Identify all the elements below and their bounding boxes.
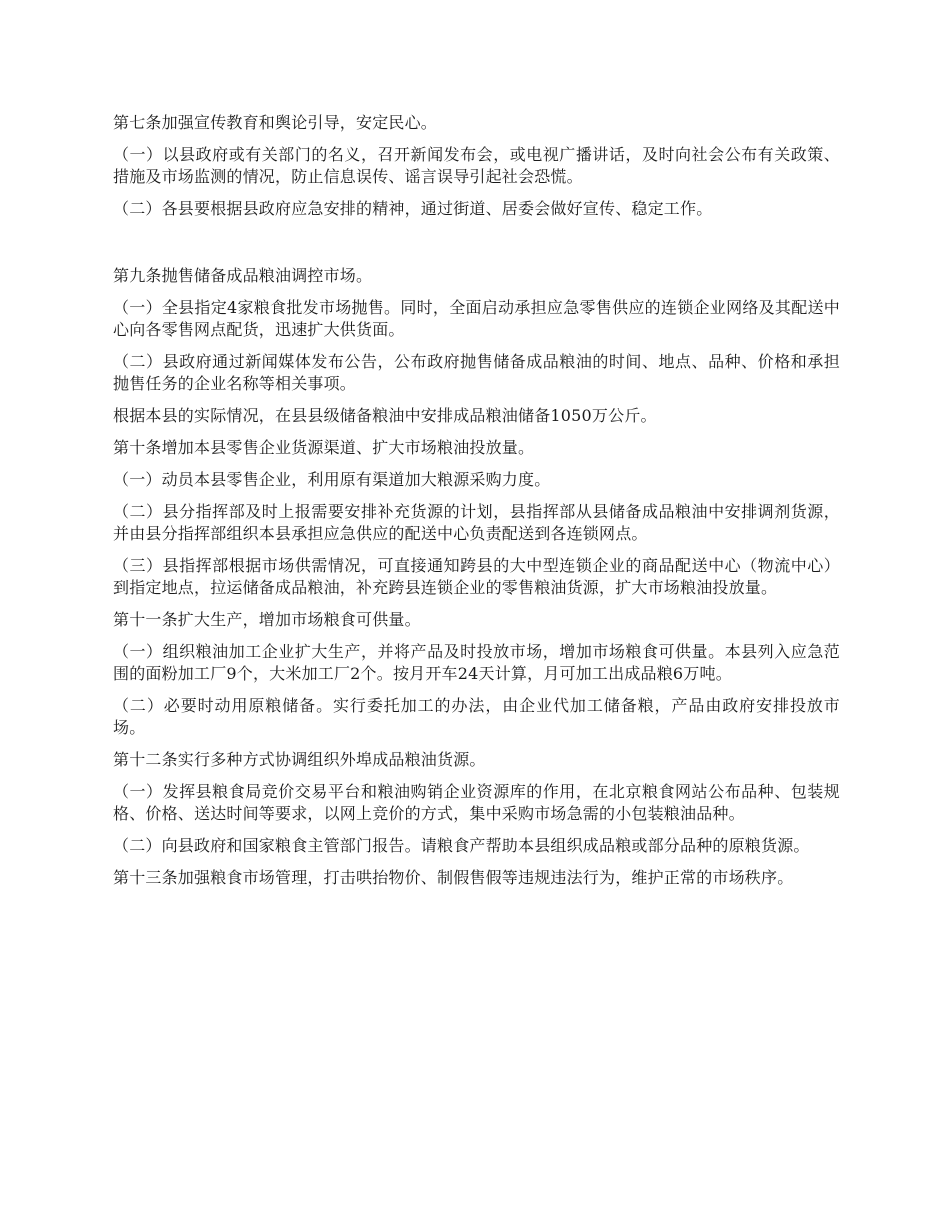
article-13-heading: 第十三条加强粮食市场管理，打击哄抬物价、制假售假等违规违法行为，维护正常的市场秩序。 [113,868,794,887]
article-9-item-1: （一）全县指定4家粮食批发市场抛售。同时，全面启动承担应急零售供应的连锁企业网络及其配送中心向各零售网点配货，迅速扩大供货面。 [113,298,840,339]
article-12-heading: 第十二条实行多种方式协调组织外埠成品粮油货源。 [113,750,486,769]
article-7-heading: 第七条加强宣传教育和舆论引导，安定民心。 [113,113,438,132]
article-10-item-2: （二）县分指挥部及时上报需要安排补充货源的计划，县指挥部从县储备成品粮油中安排调剂货源，并由县分指挥部组织本县承担应急供应的配送中心负责配送到各连锁网点。 [113,502,840,543]
article-9-heading: 第九条抛售储备成品粮油调控市场。 [113,266,373,285]
reserve-note: 根据本县的实际情况，在县县级储备粮油中安排成品粮油储备1050万公斤。 [113,406,657,425]
article-11-heading: 第十一条扩大生产，增加市场粮食可供量。 [113,610,421,629]
article-10-item-3: （三）县指挥部根据市场供需情况，可直接通知跨县的大中型连锁企业的商品配送中心（物流中心）到指定地点，拉运储备成品粮油，补充跨县连锁企业的零售粮油货源，扩大市场粮油投放量。 [113,556,840,597]
article-7-item-2: （二）各县要根据县政府应急安排的精神，通过街道、居委会做好宣传、稳定工作。 [113,199,713,218]
article-9-item-2: （二）县政府通过新闻媒体发布公告，公布政府抛售储备成品粮油的时间、地点、品种、价格和承担抛售任务的企业名称等相关事项。 [113,352,840,393]
article-7-item-1: （一）以县政府或有关部门的名义，召开新闻发布会，或电视广播讲话，及时向社会公布有关政策、措施及市场监测的情况，防止信息误传、谣言误导引起社会恐慌。 [113,145,840,186]
article-12-item-2: （二）向县政府和国家粮食主管部门报告。请粮食产帮助本县组织成品粮或部分品种的原粮货源。 [113,836,810,855]
document-page [113,112,840,899]
article-10-heading: 第十条增加本县零售企业货源渠道、扩大市场粮油投放量。 [113,438,535,457]
article-10-item-1: （一）动员本县零售企业，利用原有渠道加大粮源采购力度。 [113,470,551,489]
article-11-item-2: （二）必要时动用原粮储备。实行委托加工的办法，由企业代加工储备粮，产品由政府安排投放市场。 [113,696,840,737]
section-gap [113,230,840,265]
article-11-item-1: （一）组织粮油加工企业扩大生产，并将产品及时投放市场，增加市场粮食可供量。本县列入应急范围的面粉加工厂9个，大米加工厂2个。按月开车24天计算，月可加工出成品粮6万吨。 [113,642,840,683]
article-12-item-1: （一）发挥县粮食局竞价交易平台和粮油购销企业资源库的作用，在北京粮食网站公布品种、包装规格、价格、送达时间等要求，以网上竞价的方式，集中采购市场急需的小包装粮油品种。 [113,782,840,823]
